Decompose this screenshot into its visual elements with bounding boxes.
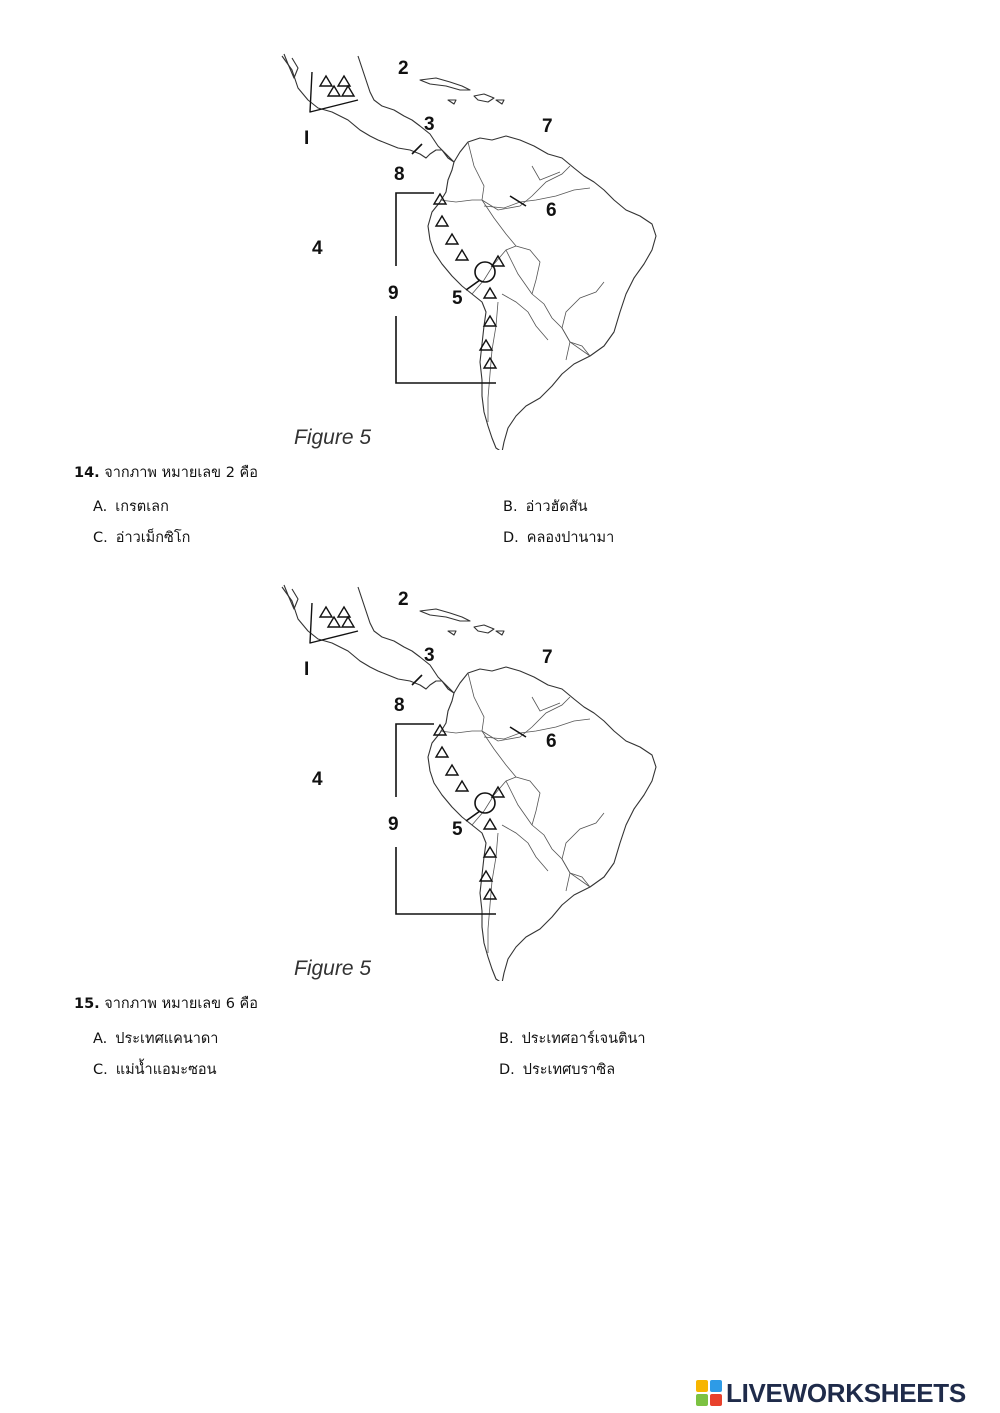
volcano-markers-mexico — [320, 76, 354, 96]
logo-square-icon — [710, 1380, 722, 1392]
label-3: 3 — [424, 114, 435, 135]
label-6: 6 — [546, 731, 557, 752]
choice-letter: B. — [503, 499, 518, 515]
choice-14-b[interactable] — [503, 495, 588, 518]
label-2: 2 — [398, 589, 409, 610]
hispaniola-outline — [474, 625, 494, 633]
choice-15-c[interactable] — [93, 1058, 217, 1081]
figure-caption: Figure 5 — [294, 426, 372, 449]
logo-square-icon — [710, 1394, 722, 1406]
choice-text: เกรตเลก — [115, 499, 169, 515]
choice-14-c[interactable] — [93, 526, 190, 549]
label-5: 5 — [452, 819, 463, 840]
question-number: 14. — [74, 465, 100, 481]
latin-america-map — [270, 581, 670, 981]
logo-grid-icon — [696, 1380, 722, 1406]
choice-letter: D. — [503, 530, 519, 546]
choice-letter: A. — [93, 1031, 108, 1047]
choice-text: ประเทศอาร์เจนตินา — [521, 1031, 646, 1047]
label-9: 9 — [388, 814, 399, 835]
choice-letter: B. — [499, 1031, 514, 1047]
map-figure-1 — [270, 50, 670, 450]
cuba-outline — [420, 78, 470, 90]
choice-letter: C. — [93, 1062, 108, 1078]
figure-caption: Figure 5 — [294, 957, 372, 980]
choice-text: อ่าวเม็กซิโก — [115, 530, 191, 546]
choice-letter: A. — [93, 499, 108, 515]
choice-letter: D. — [499, 1062, 515, 1078]
label-7: 7 — [542, 116, 553, 137]
label-8: 8 — [394, 164, 405, 185]
cuba-outline — [420, 609, 470, 621]
question-15 — [74, 992, 258, 1015]
choice-14-d[interactable] — [503, 526, 614, 549]
choice-text: ประเทศบราซิล — [522, 1062, 616, 1078]
label-5: 5 — [452, 288, 463, 309]
label-4: 4 — [312, 769, 323, 790]
logo-square-icon — [696, 1394, 708, 1406]
label-2: 2 — [398, 58, 409, 79]
label-1: I — [304, 128, 310, 149]
logo-square-icon — [696, 1380, 708, 1392]
choice-15-a[interactable] — [93, 1027, 218, 1050]
label-9: 9 — [388, 283, 399, 304]
map-figure-2 — [270, 581, 670, 981]
volcano-markers-mexico — [320, 607, 354, 627]
choice-text: คลองปานามา — [526, 530, 615, 546]
choice-15-b[interactable] — [499, 1027, 646, 1050]
choice-letter: C. — [93, 530, 108, 546]
latin-america-map — [270, 50, 670, 450]
label-8: 8 — [394, 695, 405, 716]
label-6: 6 — [546, 200, 557, 221]
choice-text: อ่าวฮัดสัน — [525, 499, 588, 515]
label-3: 3 — [424, 645, 435, 666]
question-number: 15. — [74, 996, 100, 1012]
choice-14-a[interactable] — [93, 495, 169, 518]
choice-15-d[interactable] — [499, 1058, 615, 1081]
liveworksheets-logo[interactable] — [696, 1378, 966, 1408]
choice-text: ประเทศแคนาดา — [115, 1031, 219, 1047]
label-1: I — [304, 659, 310, 680]
hispaniola-outline — [474, 94, 494, 102]
question-14 — [74, 461, 258, 484]
question-text: จากภาพ หมายเลข 6 คือ — [104, 996, 258, 1012]
choice-text: แม่น้ำแอมะซอน — [115, 1062, 217, 1078]
logo-text: LIVEWORKSHEETS — [726, 1377, 966, 1408]
label-4: 4 — [312, 238, 323, 259]
question-text: จากภาพ หมายเลข 2 คือ — [104, 465, 258, 481]
label-7: 7 — [542, 647, 553, 668]
